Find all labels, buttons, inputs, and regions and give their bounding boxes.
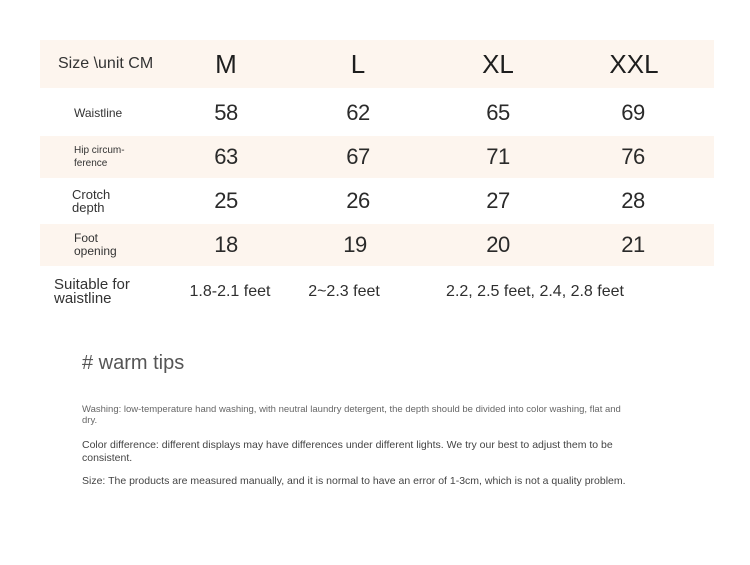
cell-value bbox=[458, 90, 538, 136]
row-label bbox=[74, 90, 122, 136]
cell-text: 71 bbox=[486, 144, 510, 169]
cell-text: 63 bbox=[214, 144, 238, 169]
row-label bbox=[54, 266, 130, 318]
cell-text: 76 bbox=[621, 144, 645, 169]
cell-text: 1.8-2.1 feet bbox=[189, 283, 271, 300]
tip-color-difference: Color difference: different displays may have differences under different lights. We try our best to adjust them to be consistent. bbox=[82, 439, 613, 464]
cell-value bbox=[458, 224, 538, 266]
cell-text: 65 bbox=[486, 100, 510, 125]
size-header-xl bbox=[458, 40, 538, 88]
cell-text: 28 bbox=[621, 188, 645, 213]
size-chart-table bbox=[40, 40, 714, 318]
cell-value bbox=[186, 90, 266, 136]
cell-value bbox=[593, 224, 673, 266]
tip-size: Size: The products are measured manually, and it is normal to have an error of 1-3cm, which is not a quality problem. bbox=[82, 475, 626, 487]
cell-value bbox=[186, 224, 266, 266]
size-header-l bbox=[318, 40, 398, 88]
cell-value bbox=[186, 178, 266, 224]
table-row-foot-opening bbox=[40, 224, 714, 266]
cell-value bbox=[593, 136, 673, 178]
cell-value bbox=[458, 136, 538, 178]
cell-value bbox=[458, 178, 538, 224]
row-label-line: ference bbox=[74, 158, 108, 169]
cell-value bbox=[160, 266, 300, 318]
row-label-line: Crotch bbox=[72, 187, 111, 202]
header-label bbox=[58, 40, 153, 88]
cell-text: 19 bbox=[343, 232, 367, 257]
cell-text: 62 bbox=[346, 100, 370, 125]
row-label-line: depth bbox=[72, 200, 105, 215]
cell-value bbox=[294, 266, 394, 318]
cell-value bbox=[593, 90, 673, 136]
table-row-hip bbox=[40, 136, 714, 178]
size-header-text: L bbox=[350, 48, 366, 79]
cell-text: 20 bbox=[486, 232, 510, 257]
row-label-line: Suitable for bbox=[54, 276, 130, 293]
size-header-text: XL bbox=[482, 48, 514, 79]
cell-text: 2.2, 2.5 feet, 2.4, 2.8 feet bbox=[446, 283, 624, 300]
cell-text: 58 bbox=[214, 100, 238, 125]
row-label bbox=[72, 178, 110, 224]
size-header-xxl bbox=[594, 40, 674, 88]
cell-value bbox=[318, 90, 398, 136]
cell-value bbox=[315, 224, 395, 266]
cell-text: 27 bbox=[486, 188, 510, 213]
cell-text: 67 bbox=[346, 144, 370, 169]
cell-text: 69 bbox=[621, 100, 645, 125]
table-row-crotch bbox=[40, 178, 714, 224]
cell-text: 2~2.3 feet bbox=[308, 283, 380, 300]
size-header-text: M bbox=[215, 48, 237, 79]
size-header-text: XXL bbox=[609, 48, 659, 79]
row-label-line: Waistline bbox=[74, 106, 123, 120]
cell-text: 25 bbox=[214, 188, 238, 213]
cell-value bbox=[593, 178, 673, 224]
header-row bbox=[40, 40, 714, 88]
cell-value bbox=[318, 178, 398, 224]
row-label bbox=[74, 136, 125, 178]
size-header-m bbox=[186, 40, 266, 88]
row-label-line: waistline bbox=[54, 290, 112, 307]
table-row-suitable-waistline bbox=[40, 266, 714, 318]
cell-text: 21 bbox=[621, 232, 645, 257]
header-label-text: Size \unit CM bbox=[58, 55, 154, 72]
row-label-line: opening bbox=[74, 244, 117, 258]
tips-title: # warm tips bbox=[82, 352, 185, 374]
row-label bbox=[74, 224, 117, 266]
cell-text: 26 bbox=[346, 188, 370, 213]
cell-value bbox=[420, 266, 650, 318]
row-label-line: Foot bbox=[74, 231, 99, 245]
row-label-line: Hip circum- bbox=[74, 145, 125, 156]
cell-text: 18 bbox=[214, 232, 238, 257]
table-row-waistline bbox=[40, 90, 714, 136]
cell-value bbox=[186, 136, 266, 178]
tip-washing: Washing: low-temperature hand washing, with neutral laundry detergent, the depth should be divided into color washing, flat and dry. bbox=[82, 404, 621, 427]
cell-value bbox=[318, 136, 398, 178]
